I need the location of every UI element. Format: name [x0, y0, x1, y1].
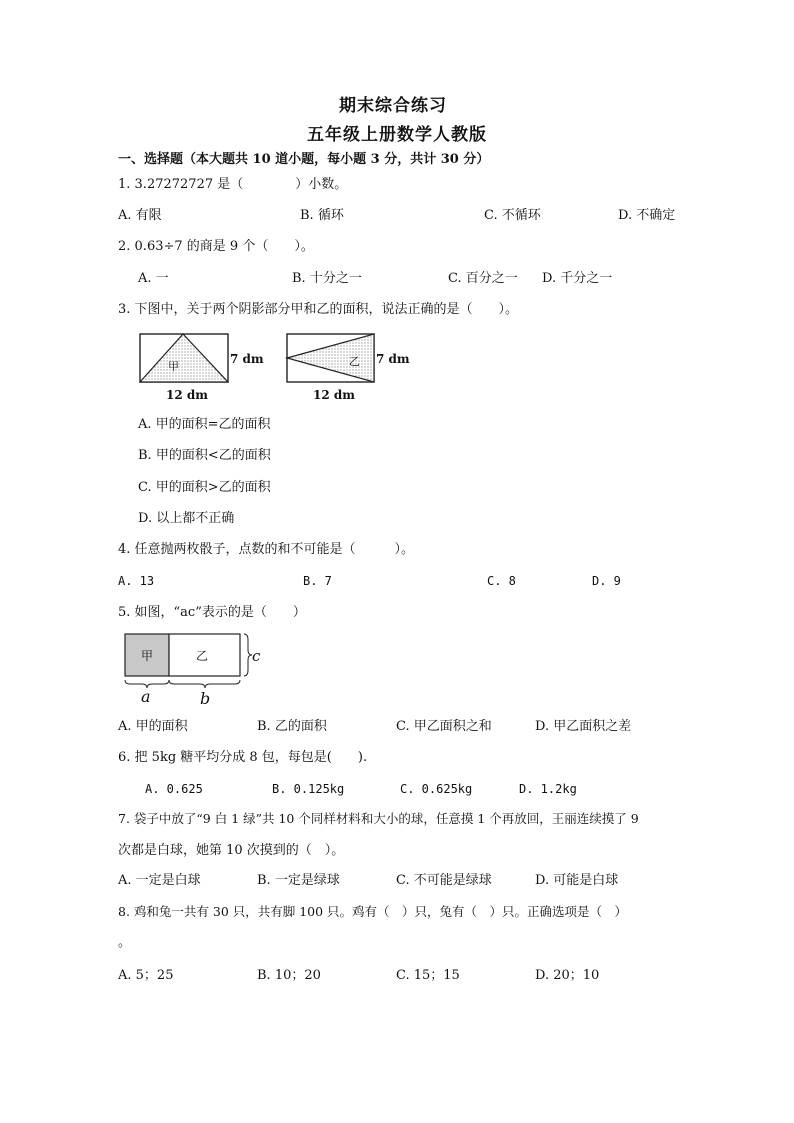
question-3-figure [130, 330, 430, 402]
question-7-option-d[interactable]: D. 可能是白球 [535, 873, 619, 888]
question-8-stem-line-1: 8. 鸡和兔一共有 30 只，共有脚 100 只。鸡有（ ）只，兔有（ ）只。正确选项是（ ） [118, 904, 628, 919]
section-heading: 一、选择题（本大题共 10 道小题，每小题 3 分，共计 30 分） [118, 152, 490, 167]
question-4-stem: 4. 任意抛两枚骰子，点数的和不可能是（ ）。 [118, 542, 415, 557]
question-6-option-c[interactable]: C. 0.625kg [400, 782, 473, 796]
left-height-label: 7 dm [230, 352, 264, 366]
question-8-option-a[interactable]: A. 5；25 [118, 968, 174, 983]
question-6-option-a[interactable]: A. 0.625 [145, 782, 203, 796]
question-2-option-a[interactable]: A. 一 [138, 271, 169, 286]
question-8-option-b[interactable]: B. 10；20 [257, 968, 321, 983]
question-5-option-d[interactable]: D. 甲乙面积之差 [535, 719, 632, 734]
question-8-stem-line-2: 。 [118, 935, 132, 950]
question-1-option-b[interactable]: B. 循环 [300, 208, 344, 223]
box-jia-label: 甲 [141, 649, 154, 663]
question-1-option-a[interactable]: A. 有限 [118, 208, 162, 223]
question-4-option-a[interactable]: A. 13 [118, 574, 155, 588]
question-1-stem: 1. 3.27272727 是（ ）小数。 [118, 177, 348, 192]
question-7-option-b[interactable]: B. 一定是绿球 [257, 873, 340, 888]
question-6-option-b[interactable]: B. 0.125kg [272, 782, 345, 796]
question-5-option-a[interactable]: A. 甲的面积 [118, 719, 188, 734]
question-1-option-d[interactable]: D. 不确定 [618, 208, 676, 223]
question-4-option-b[interactable]: B. 7 [303, 574, 332, 588]
label-yi: 乙 [349, 355, 360, 368]
question-7-stem-line-1: 7. 袋子中放了“9 白 1 绿”共 10 个同样材料和大小的球，任意摸 1 个再放回，王丽连续摸了 9 [118, 811, 639, 826]
label-jia: 甲 [168, 360, 179, 373]
question-2-stem: 2. 0.63÷7 的商是 9 个（ ）。 [118, 239, 314, 254]
left-width-label: 12 dm [166, 388, 208, 402]
box-yi-label: 乙 [196, 649, 209, 663]
page-subtitle: 五年级上册数学人教版 [307, 125, 487, 145]
question-3-option-d[interactable]: D. 以上都不正确 [138, 511, 235, 526]
right-height-label: 7 dm [376, 352, 410, 366]
question-6-option-d[interactable]: D. 1.2kg [519, 782, 577, 796]
question-6-stem: 6. 把 5kg 糖平均分成 8 包，每包是( ). [118, 750, 368, 765]
question-4-option-d[interactable]: D. 9 [592, 574, 621, 588]
question-4-option-c[interactable]: C. 8 [487, 574, 516, 588]
question-5-option-b[interactable]: B. 乙的面积 [257, 719, 327, 734]
question-3-option-c[interactable]: C. 甲的面积>乙的面积 [138, 480, 271, 495]
question-5-figure [120, 630, 280, 708]
label-c: c [252, 647, 261, 665]
question-2-option-c[interactable]: C. 百分之一 [448, 271, 518, 286]
question-3-option-a[interactable]: A. 甲的面积=乙的面积 [138, 417, 271, 432]
right-width-label: 12 dm [313, 388, 355, 402]
brace-c [244, 634, 252, 676]
question-3-option-b[interactable]: B. 甲的面积<乙的面积 [138, 448, 271, 463]
question-3-stem: 3. 下图中，关于两个阴影部分甲和乙的面积，说法正确的是（ ）。 [118, 302, 519, 317]
question-8-option-c[interactable]: C. 15；15 [396, 968, 460, 983]
question-2-option-b[interactable]: B. 十分之一 [292, 271, 362, 286]
question-7-option-a[interactable]: A. 一定是白球 [118, 873, 201, 888]
question-5-stem: 5. 如图，“ac”表示的是（ ） [118, 605, 306, 620]
question-5-option-c[interactable]: C. 甲乙面积之和 [396, 719, 492, 734]
question-7-stem-line-2: 次都是白球，她第 10 次摸到的（ ）。 [118, 843, 345, 858]
page-title: 期末综合练习 [339, 96, 447, 116]
question-7-option-c[interactable]: C. 不可能是绿球 [396, 873, 492, 888]
shaded-triangle-yi [287, 334, 374, 382]
label-b: b [200, 689, 211, 708]
question-2-option-d[interactable]: D. 千分之一 [542, 271, 613, 286]
question-8-option-d[interactable]: D. 20；10 [535, 968, 600, 983]
question-1-option-c[interactable]: C. 不循环 [484, 208, 541, 223]
label-a: a [141, 687, 151, 706]
shaded-triangle-jia [140, 334, 228, 382]
brace-b [169, 680, 240, 688]
